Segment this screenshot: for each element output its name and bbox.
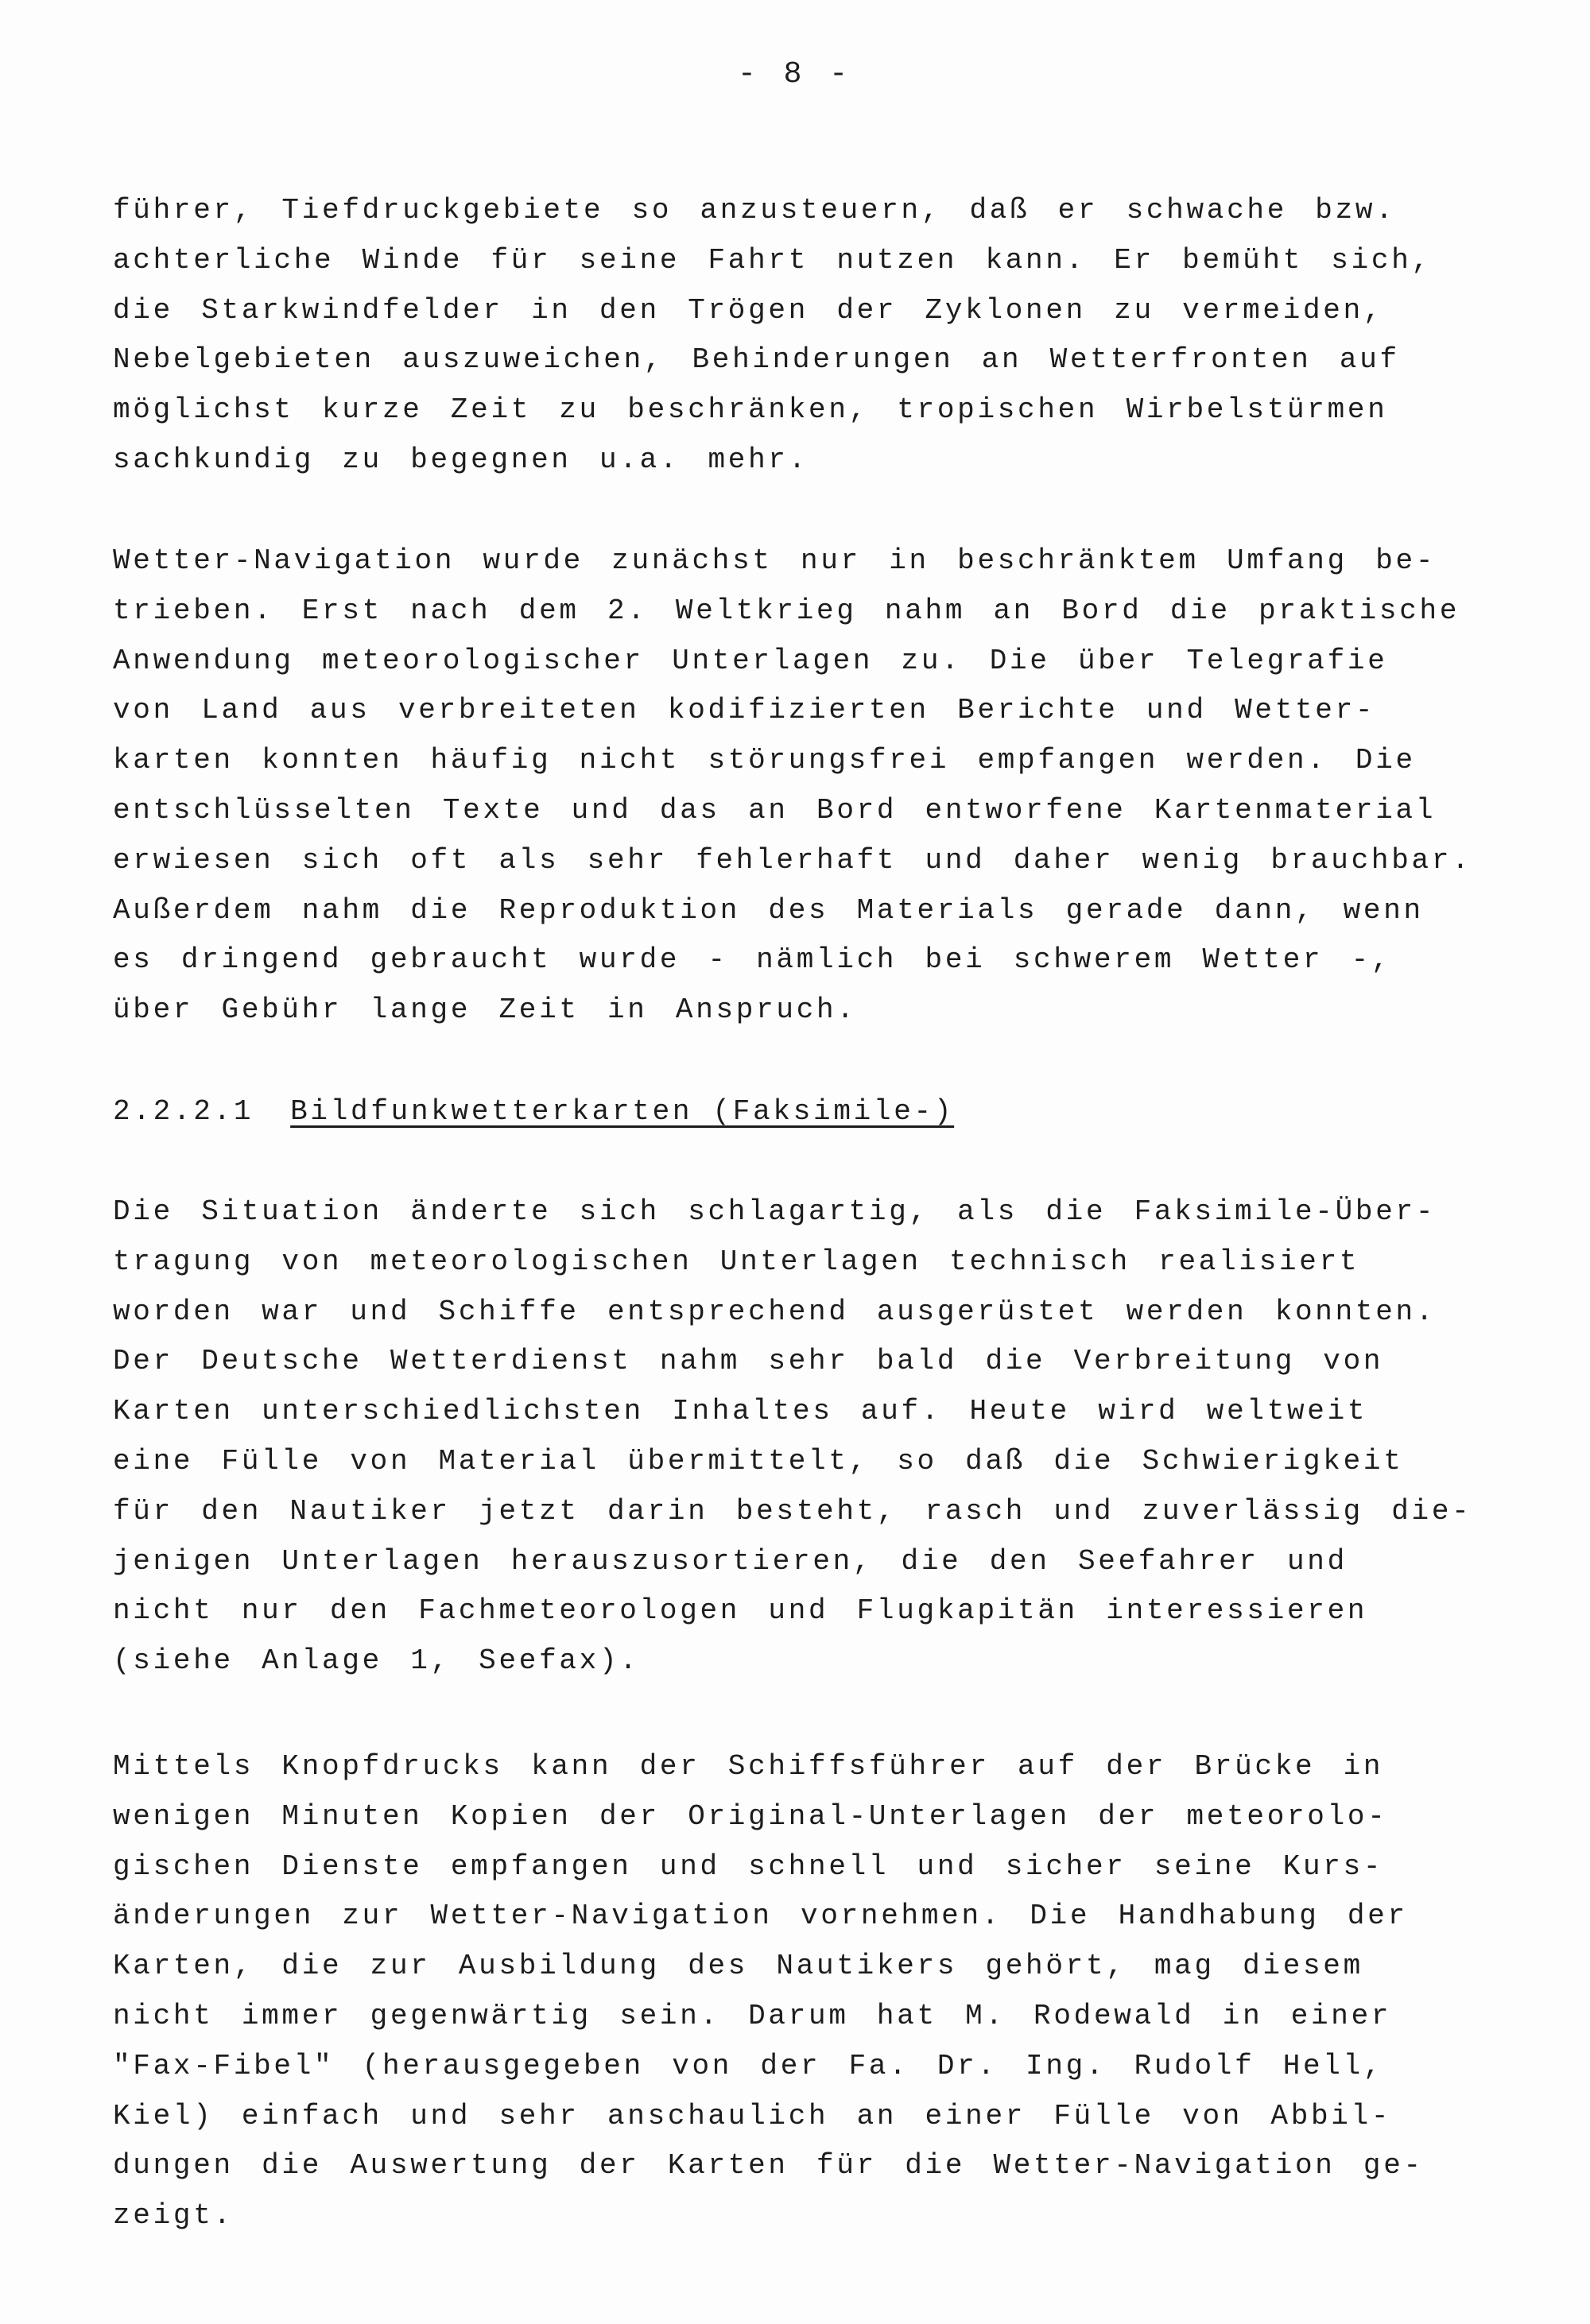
page-number: - 8 - (737, 57, 853, 91)
text-line: von Land aus verbreiteten kodifizierten Berichte und Wetter- (113, 694, 1376, 727)
text-line: Kiel) einfach und sehr anschaulich an einer Fülle von Abbil- (113, 2099, 1392, 2132)
text-line: Karten, die zur Ausbildung des Nautikers gehört, mag diesem (113, 1950, 1363, 1983)
text-line: "Fax-Fibel" (herausgegeben von der Fa. Dr. Ing. Rudolf Hell, (113, 2049, 1384, 2082)
text-line: erwiesen sich oft als sehr fehlerhaft und daher wenig brauchbar. (113, 843, 1472, 877)
text-line: die Starkwindfelder in den Trögen der Zyklonen zu vermeiden, (113, 293, 1384, 327)
text-line: Nebelgebieten auszuweichen, Behinderungen an Wetterfronten auf (113, 343, 1400, 377)
section-number: 2.2.2.1 (113, 1095, 254, 1128)
text-line: gischen Dienste empfangen und schnell und sicher seine Kurs- (113, 1850, 1384, 1883)
section-title: Bildfunkwetterkarten (Faksimile-) (290, 1095, 955, 1128)
text-line: zeigt. (113, 2199, 234, 2233)
text-line: (siehe Anlage 1, Seefax). (113, 1644, 640, 1678)
text-line: Außerdem nahm die Reproduktion des Materials gerade dann, wenn (113, 893, 1424, 927)
text-line: entschlüsselten Texte und das an Bord entworfene Kartenmaterial (113, 793, 1437, 827)
text-line: Mittels Knopfdrucks kann der Schiffsführer auf der Brücke in (113, 1750, 1384, 1783)
text-line: führer, Tiefdruckgebiete so anzusteuern, daß er schwache bzw. (113, 194, 1396, 227)
section-heading (113, 1087, 954, 1137)
text-line: nicht immer gegenwärtig sein. Darum hat M. Rodewald in einer (113, 1999, 1392, 2032)
text-line: worden war und Schiffe entsprechend ausgerüstet werden konnten. (113, 1295, 1437, 1328)
text-line: jenigen Unterlagen herauszusortieren, die den Seefahrer und (113, 1544, 1348, 1578)
text-line: achterliche Winde für seine Fahrt nutzen kann. Er bemüht sich, (113, 243, 1432, 277)
paragraph-1 (113, 186, 1432, 486)
text-line: Der Deutsche Wetterdienst nahm sehr bald die Verbreitung von (113, 1345, 1384, 1378)
text-line: wenigen Minuten Kopien der Original-Unterlagen der meteorolo- (113, 1799, 1388, 1833)
text-line: über Gebühr lange Zeit in Anspruch. (113, 994, 857, 1027)
text-line: änderungen zur Wetter-Navigation vornehmen. Die Handhabung der (113, 1900, 1408, 1933)
text-line: Wetter-Navigation wurde zunächst nur in beschränktem Umfang be- (113, 544, 1437, 577)
text-line: es dringend gebraucht wurde - nämlich bei schwerem Wetter -, (113, 943, 1392, 977)
text-line: möglichst kurze Zeit zu beschränken, tropischen Wirbelstürmen (113, 393, 1388, 427)
text-line: Karten unterschiedlichsten Inhaltes auf. Heute wird weltweit (113, 1395, 1368, 1428)
text-line: Anwendung meteorologischer Unterlagen zu. Die über Telegrafie (113, 644, 1388, 677)
paragraph-4 (113, 1742, 1424, 2241)
text-line: tragung von meteorologischen Unterlagen technisch realisiert (113, 1245, 1360, 1278)
text-line: dungen die Auswertung der Karten für die Wetter-Navigation ge- (113, 2149, 1424, 2183)
text-line: Die Situation änderte sich schlagartig, als die Faksimile-Über- (113, 1195, 1437, 1228)
text-line: nicht nur den Fachmeteorologen und Flugkapitän interessieren (113, 1594, 1368, 1628)
text-line: für den Nautiker jetzt darin besteht, rasch und zuverlässig die- (113, 1494, 1472, 1528)
paragraph-3 (113, 1187, 1472, 1687)
text-line: eine Fülle von Material übermittelt, so daß die Schwierigkeit (113, 1444, 1404, 1478)
text-line: trieben. Erst nach dem 2. Weltkrieg nahm an Bord die praktische (113, 594, 1460, 627)
text-line: sachkundig zu begegnen u.a. mehr. (113, 443, 809, 476)
paragraph-2 (113, 536, 1472, 1036)
text-line: karten konnten häufig nicht störungsfrei empfangen werden. Die (113, 744, 1416, 777)
